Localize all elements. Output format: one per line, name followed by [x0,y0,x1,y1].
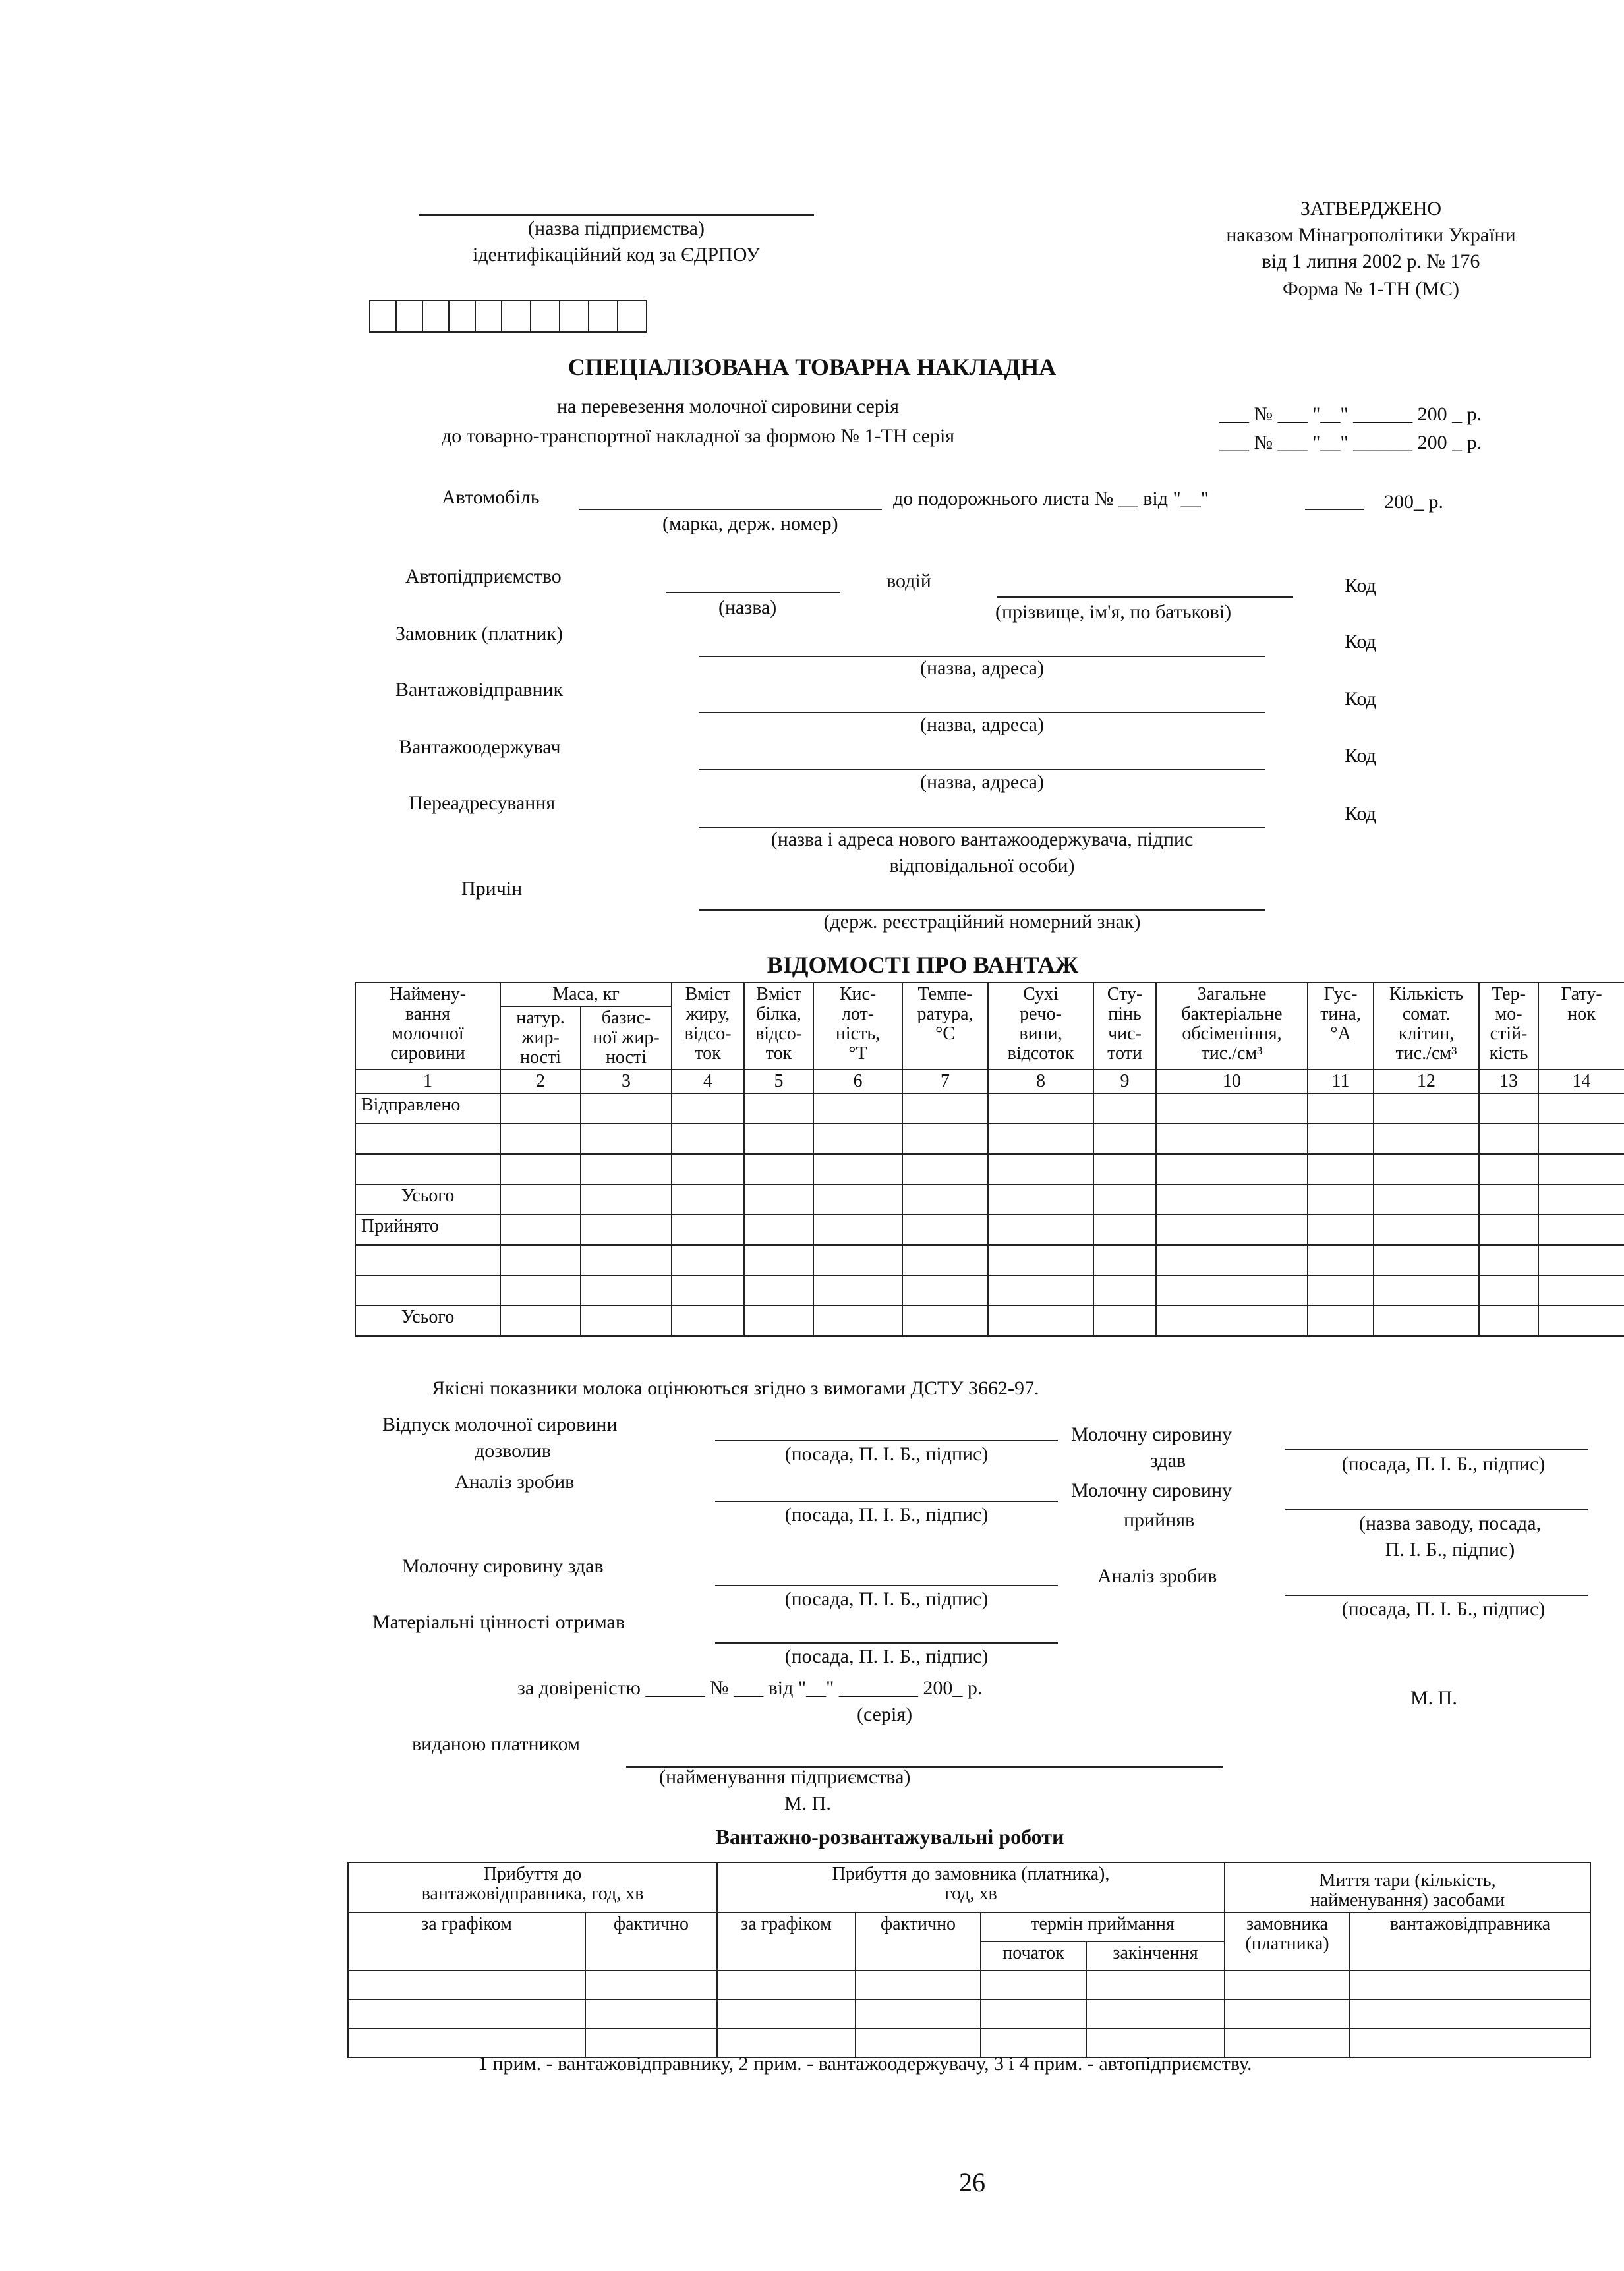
vehicle-caption: (марка, держ. номер) [662,513,838,534]
arrival-shipper-header: Прибуття до вантажовідправника, год, хв [348,1862,717,1912]
code-label-5: Код [1345,803,1376,824]
row-label-total-received: Усього [355,1306,500,1336]
col-temperature-header: Темпе- ратура, °С [902,983,988,1070]
r-accepted-sign-field[interactable] [1285,1509,1588,1510]
table-row[interactable] [355,1184,1624,1215]
code-cell[interactable] [423,301,450,331]
shipper-field[interactable] [699,712,1265,713]
r-accepted-label-1: Молочну сировину [1071,1480,1232,1501]
autoenterprise-field[interactable] [666,592,840,593]
r-analysis-caption: (посада, П. І. Б., підпис) [1341,1598,1546,1620]
table-row[interactable] [355,1306,1624,1336]
series-caption: (серія) [857,1704,913,1725]
handed-sign-field[interactable] [715,1585,1058,1586]
quality-note: Якісні показники молока оцінюються згідно з вимогами ДСТУ 3662-97. [432,1377,1039,1399]
approved-order: наказом Мінагрополітики України [1226,224,1516,246]
table-row[interactable] [348,1999,1590,2028]
col-bacteria-header: Загальне бактеріальне обсіменіння, тис./см³ [1156,983,1308,1070]
analysis-sign-field[interactable] [715,1501,1058,1502]
loading-title: Вантажно-розвантажувальні роботи [715,1825,1064,1849]
customer-label: Замовник (платник) [395,623,564,645]
vehicle-field[interactable] [579,509,882,510]
table-row[interactable] [355,1275,1624,1306]
release-label-1: Відпуск молочної сировини [382,1414,618,1435]
code-cell[interactable] [589,301,618,331]
code-cell[interactable] [618,301,646,331]
cargo-title: ВІДОМОСТІ ПРО ВАНТАЖ [767,952,1079,978]
code-label-1: Код [1345,575,1376,596]
table-row[interactable] [355,1124,1624,1154]
table-row[interactable] [355,1093,1624,1124]
r-factory-caption-1: (назва заводу, посада, [1358,1512,1542,1534]
copies-footnote: 1 прим. - вантажовідправнику, 2 прим. - вантажоодержувачу, 3 і 4 прим. - автопідприємству. [478,2053,1252,2075]
shipper-caption: (назва, адреса) [920,714,1044,735]
readdress-label: Переадресування [409,792,556,814]
stamp-left: М. П. [784,1793,831,1814]
r-factory-caption-2: П. І. Б., підпис) [1385,1539,1515,1561]
r-handed-caption: (посада, П. І. Б., підпис) [1341,1453,1546,1475]
customer-caption: (назва, адреса) [920,657,1044,679]
form-number: Форма № 1-ТН (МС) [1282,278,1460,300]
code-cell[interactable] [476,301,502,331]
r-handed-sign-field[interactable] [1285,1449,1588,1450]
subtitle-transport: на перевезення молочної сировини серія [557,395,899,417]
col-mass-base-header: базис- ної жир- ності [581,1006,672,1070]
r-handed-label-1: Молочну сировину [1071,1423,1232,1445]
analysis-label: Аналіз зробив [455,1471,575,1493]
subtitle-ttn-fields[interactable]: ___ № ___ "__" ______ 200 _ р. [1219,432,1482,453]
consignee-field[interactable] [699,769,1265,770]
driver-caption: (прізвище, ім'я, по батькові) [995,601,1232,623]
table-row[interactable] [348,1970,1590,1999]
r-analysis-label: Аналіз зробив [1097,1565,1217,1587]
waybill-year: 200_ р. [1384,491,1443,513]
code-cell[interactable] [397,301,423,331]
row-label-sent: Відправлено [355,1093,500,1124]
r-accepted-label-2: прийняв [1124,1509,1195,1531]
r-analysis-sign-field[interactable] [1285,1595,1588,1596]
consignee-caption: (назва, адреса) [920,771,1044,793]
wash-customer-header: замовника (платника) [1225,1912,1350,1970]
readdress-caption-1: (назва і адреса нового вантажоодержувача, підпис [770,828,1194,850]
code-cell[interactable] [531,301,560,331]
col-mass-header: Маса, кг [500,983,672,1006]
accept-end-header: закінчення [1086,1941,1225,1970]
col-purity-header: Сту- пінь чис- тоти [1093,983,1156,1070]
col-thermo-header: Тер- мо- стій- кість [1479,983,1538,1070]
driver-field[interactable] [997,596,1293,598]
col-name-header: Наймену- вання молочної сировини [355,983,500,1070]
container-wash-header: Миття тари (кількість, найменування) засобами [1225,1862,1590,1912]
code-cell[interactable] [450,301,476,331]
approved-date: від 1 липня 2002 р. № 176 [1262,250,1480,272]
customer-scheduled-header: за графіком [717,1912,856,1970]
code-cell[interactable] [502,301,531,331]
reason-caption: (держ. реєстраційний номерний знак) [823,911,1141,933]
driver-label: водій [886,570,931,592]
reason-label: Причін [461,878,523,900]
customer-actual-header: фактично [856,1912,981,1970]
table-row[interactable] [355,1215,1624,1245]
cargo-table [355,982,1624,1337]
r-handed-label-2: здав [1150,1450,1186,1472]
row-label-received: Прийнято [355,1215,500,1245]
issued-label: виданою платником [412,1733,581,1755]
shipper-actual-header: фактично [585,1912,717,1970]
waybill-label: до подорожнього листа № __ від "__" [893,488,1209,509]
col-grade-header: Гату- нок [1538,983,1624,1070]
code-label-4: Код [1345,745,1376,766]
code-label-3: Код [1345,688,1376,710]
edrpou-code-box[interactable] [369,300,647,333]
code-label-2: Код [1345,631,1376,652]
col-mass-natural-header: натур. жир- ності [500,1006,581,1070]
waybill-date-field[interactable] [1305,509,1364,510]
shipper-scheduled-header: за графіком [348,1912,585,1970]
col-dry-header: Сухі рeчо- вини, відсоток [988,983,1093,1070]
autoenterprise-caption: (назва) [718,596,777,618]
arrival-customer-header: Прибуття до замовника (платника), год, хв [717,1862,1225,1912]
consignee-label: Вантажоодержувач [399,736,561,758]
page-number: 26 [959,2168,985,2197]
col-protein-header: Вміст білка, відсо- ток [744,983,813,1070]
edrpou-label: ідентифікаційний код за ЄДРПОУ [473,244,760,266]
vehicle-label: Автомобіль [442,486,540,508]
stamp-right: М. П. [1410,1687,1457,1709]
handed-caption: (посада, П. І. Б., підпис) [784,1588,989,1610]
row-label-total: Усього [355,1184,500,1215]
col-density-header: Гус- тина, °А [1308,983,1374,1070]
readdress-caption-2: відповідальної особи) [889,855,1075,877]
col-fat-header: Вміст жиру, відсо- ток [672,983,744,1070]
power-of-attorney-line[interactable]: за довіреністю ______ № ___ від "__" ________ 200_ р. [517,1677,983,1699]
wash-shipper-header: вантажовідправника [1350,1912,1590,1970]
enterprise-name-line[interactable] [419,214,814,216]
column-numbers-row: 1 2 3 4 5 6 7 8 9 10 11 12 13 14 [355,1070,1624,1093]
received-label: Матеріальні цінності отримав [372,1611,625,1633]
issued-caption: (найменування підприємства) [659,1766,911,1788]
received-sign-field[interactable] [715,1642,1058,1644]
subtitle-ttn: до товарно-транспортної накладної за формою № 1-ТН серія [442,425,955,447]
received-caption: (посада, П. І. Б., підпис) [784,1646,989,1667]
release-caption: (посада, П. І. Б., підпис) [784,1443,989,1465]
handed-label: Молочну сировину здав [402,1555,604,1577]
shipper-label: Вантажовідправник [395,679,564,701]
accept-start-header: початок [981,1941,1086,1970]
code-cell[interactable] [370,301,397,331]
release-label-2: дозволив [475,1440,551,1462]
document-title: СПЕЦІАЛІЗОВАНА ТОВАРНА НАКЛАДНА [567,354,1057,380]
accept-term-header: термін приймання [981,1912,1225,1941]
table-row[interactable] [355,1154,1624,1184]
enterprise-caption: (назва підприємства) [528,217,705,239]
analysis-caption: (посада, П. І. Б., підпис) [784,1504,989,1526]
col-somatic-header: Кількість сомат. клітин, тис./см³ [1374,983,1479,1070]
table-row[interactable] [355,1245,1624,1275]
loading-table [347,1862,1591,2058]
release-sign-field[interactable] [715,1440,1058,1441]
subtitle-transport-fields[interactable]: ___ № ___ "__" ______ 200 _ р. [1219,403,1482,425]
autoenterprise-label: Автопідприємство [405,565,562,587]
col-acidity-header: Кис- лот- ність, °Т [813,983,902,1070]
approved-label: ЗАТВЕРДЖЕНО [1300,198,1442,219]
code-cell[interactable] [560,301,589,331]
